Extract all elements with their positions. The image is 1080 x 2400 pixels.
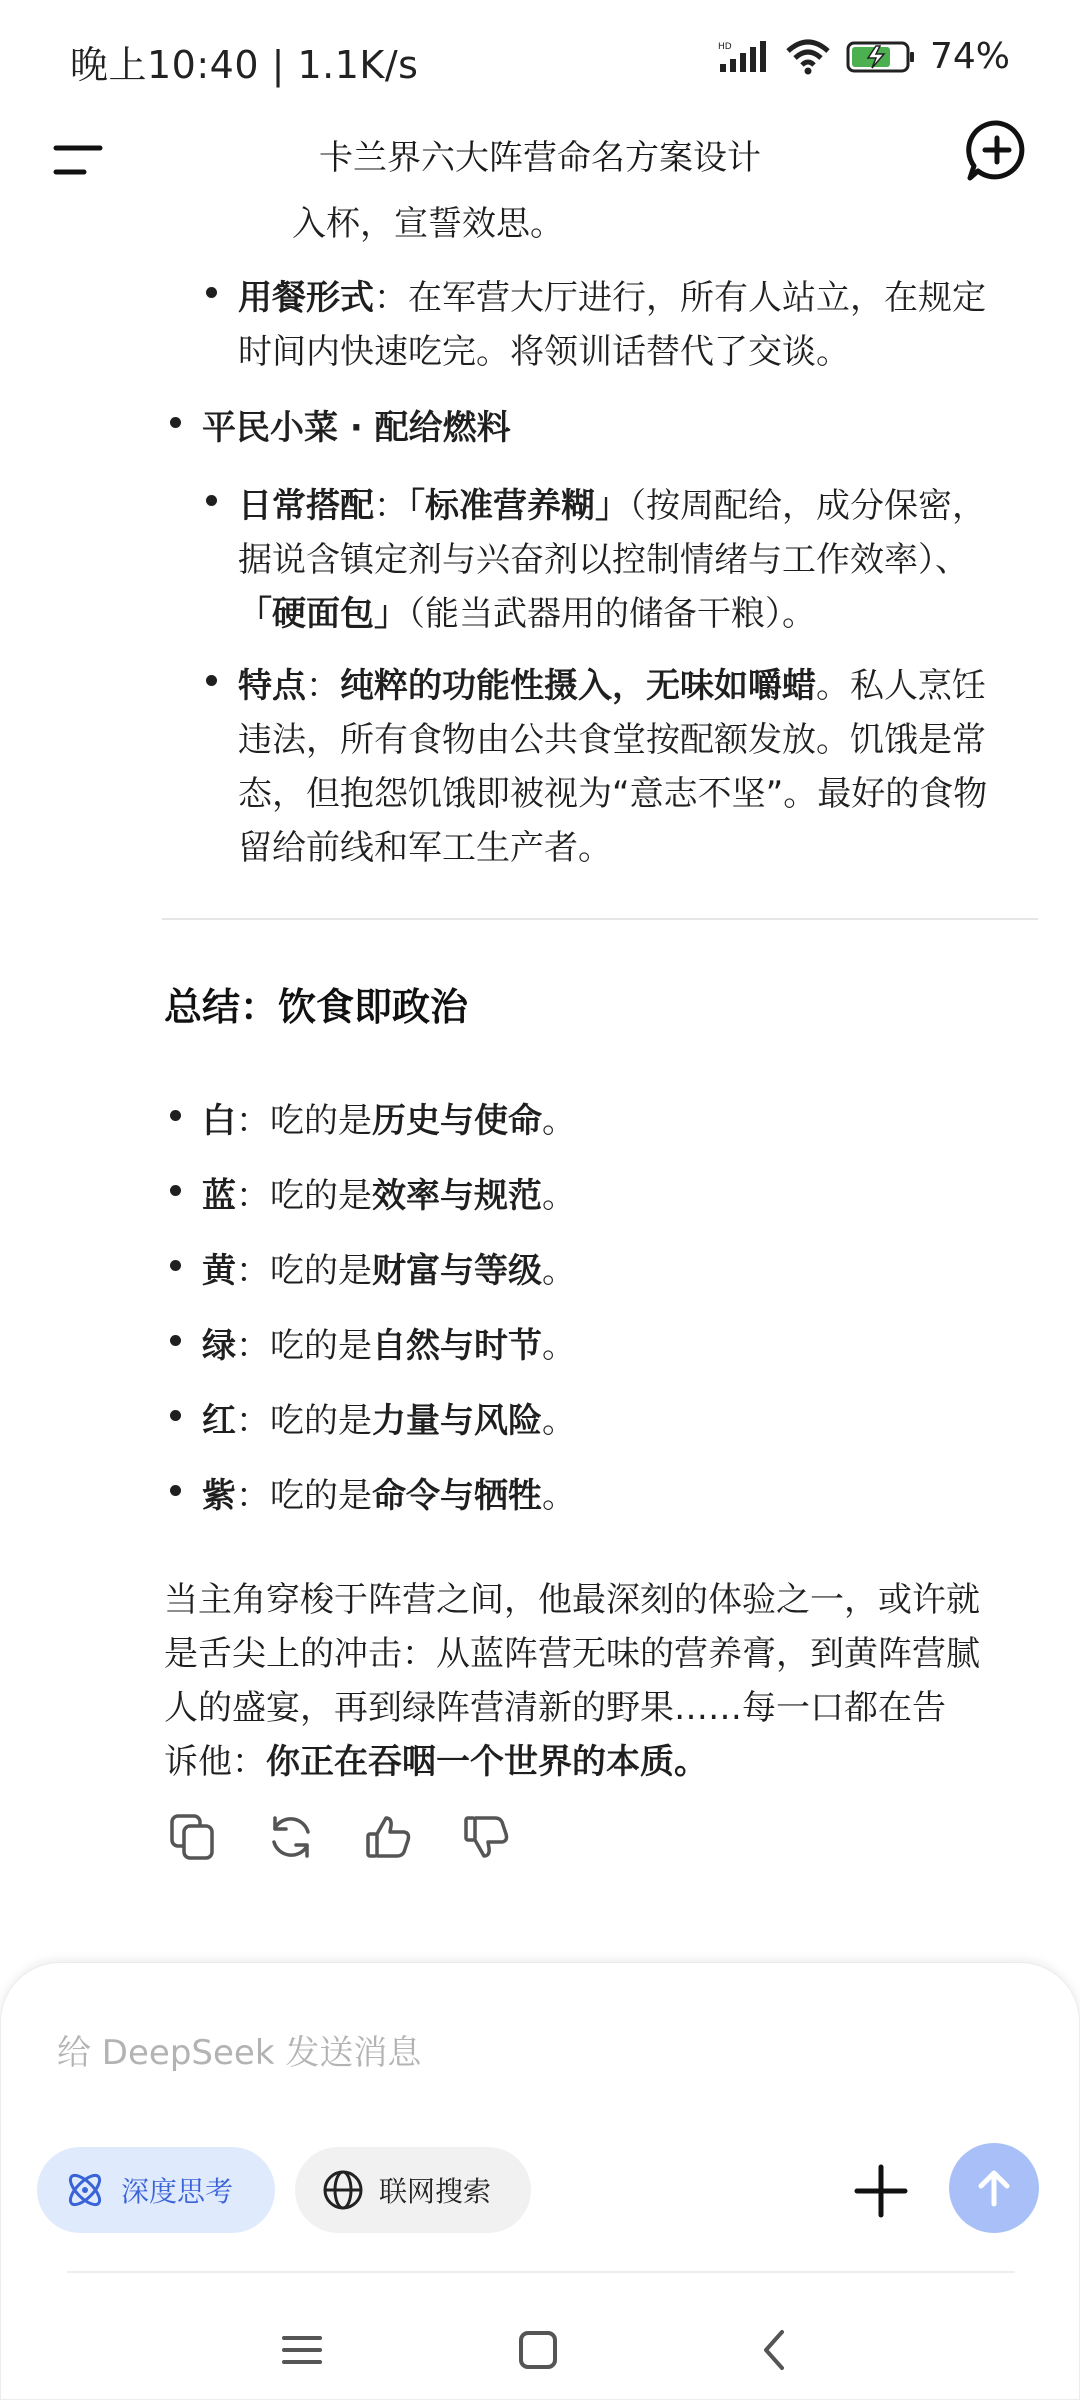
meal-form-line2: 时间内快速吃完。将领训话替代了交谈。: [238, 332, 850, 372]
section-divider: [162, 918, 1038, 920]
recents-icon[interactable]: [272, 2320, 332, 2380]
bullet: [170, 1485, 181, 1496]
bullet: [206, 675, 217, 686]
copy-icon[interactable]: [168, 1812, 218, 1862]
system-nav-bar: [0, 2300, 1080, 2400]
summary-item: 红：吃的是力量与风险。: [202, 1401, 576, 1441]
bullet: [170, 1410, 181, 1421]
bullet: [170, 1260, 181, 1271]
trait-line4: 留给前线和军工生产者。: [238, 828, 612, 868]
back-icon[interactable]: [744, 2320, 804, 2380]
trait-line1: 特点：纯粹的功能性摄入，无味如嚼蜡。私人烹饪: [238, 666, 986, 706]
deep-think-toggle[interactable]: [37, 2147, 275, 2233]
paragraph-line4: 诉他：你正在吞咽一个世界的本质。: [164, 1742, 708, 1782]
web-search-toggle[interactable]: [295, 2147, 531, 2233]
daily-line1: 日常搭配：「标准营养糊」（按周配给，成分保密，: [238, 486, 986, 526]
battery-icon: [846, 40, 916, 74]
paragraph-line2: 是舌尖上的冲击：从蓝阵营无味的营养膏，到黄阵营腻: [164, 1634, 980, 1674]
bullet: [170, 1110, 181, 1121]
top-fragment: 入杯，宣誓效思。: [292, 204, 564, 244]
summary-item: 紫：吃的是命令与牺牲。: [202, 1476, 576, 1516]
globe-icon: [321, 2168, 365, 2212]
plus-icon[interactable]: [853, 2163, 909, 2219]
bullet: [206, 495, 217, 506]
deep-think-label: 深度思考: [121, 2175, 234, 2208]
summary-item: 绿：吃的是自然与时节。: [202, 1326, 576, 1366]
regenerate-icon[interactable]: [266, 1812, 316, 1862]
daily-line2: 据说含镇定剂与兴奋剂以控制情绪与工作效率）、: [238, 540, 969, 580]
trait-line2: 违法，所有食物由公共食堂按配额发放。饥饿是常: [238, 720, 986, 760]
civilian-heading: 平民小菜 · 配给燃料: [202, 408, 511, 448]
home-icon[interactable]: [508, 2320, 568, 2380]
thumbs-up-icon[interactable]: [364, 1812, 414, 1862]
paragraph-line3: 人的盛宴，再到绿阵营清新的野果……每一口都在告: [164, 1688, 946, 1728]
arrow-up-icon: [972, 2166, 1016, 2210]
paragraph-line1: 当主角穿梭于阵营之间，他最深刻的体验之一，或许就: [164, 1580, 980, 1620]
summary-item: 黄：吃的是财富与等级。: [202, 1251, 576, 1291]
web-search-label: 联网搜索: [379, 2175, 492, 2208]
summary-item: 蓝：吃的是效率与规范。: [202, 1176, 576, 1216]
battery-percent: 74%: [929, 36, 1010, 77]
message-actions: [168, 1812, 512, 1862]
bullet: [170, 1185, 181, 1196]
summary-item: 白：吃的是历史与使命。: [202, 1101, 576, 1141]
signal-icon: [718, 40, 770, 74]
summary-title: 总结：饮食即政治: [164, 985, 469, 1029]
panel-divider: [67, 2271, 1015, 2273]
thumbs-down-icon[interactable]: [462, 1812, 512, 1862]
trait-line3: 态，但抱怨饥饿即被视为“意志不坚”。最好的食物: [238, 774, 988, 814]
message-input[interactable]: [57, 2023, 957, 2083]
wifi-icon: [784, 39, 832, 75]
bullet: [206, 287, 217, 298]
new-chat-icon[interactable]: [964, 118, 1030, 184]
send-button[interactable]: [949, 2143, 1039, 2233]
svg-text:HD: HD: [717, 41, 732, 52]
bullet: [170, 417, 181, 428]
bullet: [170, 1335, 181, 1346]
meal-form-line1: 用餐形式：在军营大厅进行，所有人站立，在规定: [238, 278, 986, 318]
status-icons: [718, 36, 1010, 77]
status-time-speed: 晚上10:40 | 1.1K/s: [70, 43, 419, 87]
page-title: 卡兰界六大阵营命名方案设计: [319, 138, 761, 178]
atom-icon: [63, 2168, 107, 2212]
daily-line3: 「硬面包」（能当武器用的储备干粮）。: [238, 594, 816, 634]
status-bar: [0, 0, 1080, 120]
